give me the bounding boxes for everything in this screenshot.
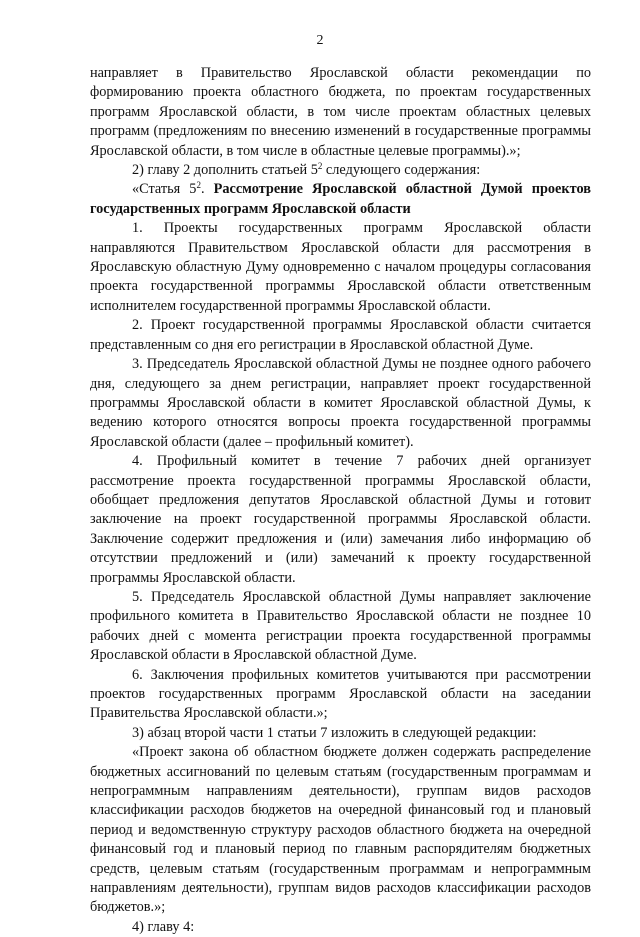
superscript: 2	[317, 161, 323, 172]
paragraph-continuation: направляет в Правительство Ярославской области рекомендации по формированию проекта областного бюджета, по проектам государственных программ Ярославской области, в том числе проектам областных целевых программ (предложениям по внесению изменений в государственные программы Ярославской области, в том числе в областные целевые программы).»;	[90, 65, 591, 159]
article-part-2: 2. Проект государственной программы Ярославской области считается представленным со дня его регистрации в Ярославской областной Думе.	[90, 317, 591, 353]
article-part-4: 4. Профильный комитет в течение 7 рабочих дней организует рассмотрение проекта государственной программы Ярославской области, обобщает предложения депутатов Ярославской областной Думы и готовит заключение на проект государственной программы Ярославской области. Заключение содержит предложения и (или) замечания либо информацию об отсутствии предложений и (или) замечаний к проекту государственной программы Ярославской области.	[90, 453, 591, 586]
article-title: Рассмотрение Ярославской областной Думой проектов государственных программ Ярославской области	[90, 181, 591, 217]
amendment-item-2-text-end: следующего содержания:	[322, 162, 481, 179]
page-number: 2	[316, 33, 324, 48]
article-part-5: 5. Председатель Ярославской областной Думы направляет заключение профильного комитета в Правительство Ярославской области не позднее 10 рабочих дней с момента регистрации проекта государственной программы Ярославской области в Ярославской областной Думе.	[90, 588, 591, 664]
article-part-1: 1. Проекты государственных программ Ярославской области направляются Правительством Ярославской области для рассмотрения в Ярославскую областную Думу одновременно с началом процедуры согласования проекта государственной программы Ярославской области ответственным исполнителем государственной программы Ярославской области.	[90, 220, 591, 314]
amendment-item-2	[90, 161, 591, 180]
article-label: «Статья 5	[132, 181, 197, 198]
amendment-item-3-text: «Проект закона об областном бюджете должен содержать распределение бюджетных ассигнований по целевым статьям (государственным программам и непрограммным направлениям деятельности), группам видов расходов классификации расходов бюджетов на очередной финансовый год и плановый период и ведомственную структуру расходов областного бюджета на очередной финансовый год и плановый период по главным распорядителям бюджетных средств, целевым статьям (государственным программам и непрограммным направлениям деятельности), группам видов расходов классификации расходов бюджетов.»;	[90, 744, 591, 916]
amendment-item-3: 3) абзац второй части 1 статьи 7 изложить в следующей редакции:	[132, 724, 537, 741]
article-heading	[90, 180, 591, 219]
article-label-end: .	[200, 181, 214, 198]
document-body	[90, 64, 591, 937]
article-part-3: 3. Председатель Ярославской областной Думы не позднее одного рабочего дня, следующего за днем регистрации, направляет проект государственной программы Ярославской области в комитет Ярославской областной Думы, к ведению которого относятся вопросы проекта государственной программы Ярославской области (далее – профильный комитет).	[90, 356, 591, 450]
amendment-item-4: 4) главу 4:	[132, 918, 195, 935]
amendment-item-2-text: 2) главу 2 дополнить статьей 5	[132, 162, 318, 179]
article-part-6: 6. Заключения профильных комитетов учитываются при рассмотрении проектов государственных программ Ярославской области на заседании Правительства Ярославской области.»;	[90, 666, 591, 722]
superscript: 2	[196, 180, 201, 191]
